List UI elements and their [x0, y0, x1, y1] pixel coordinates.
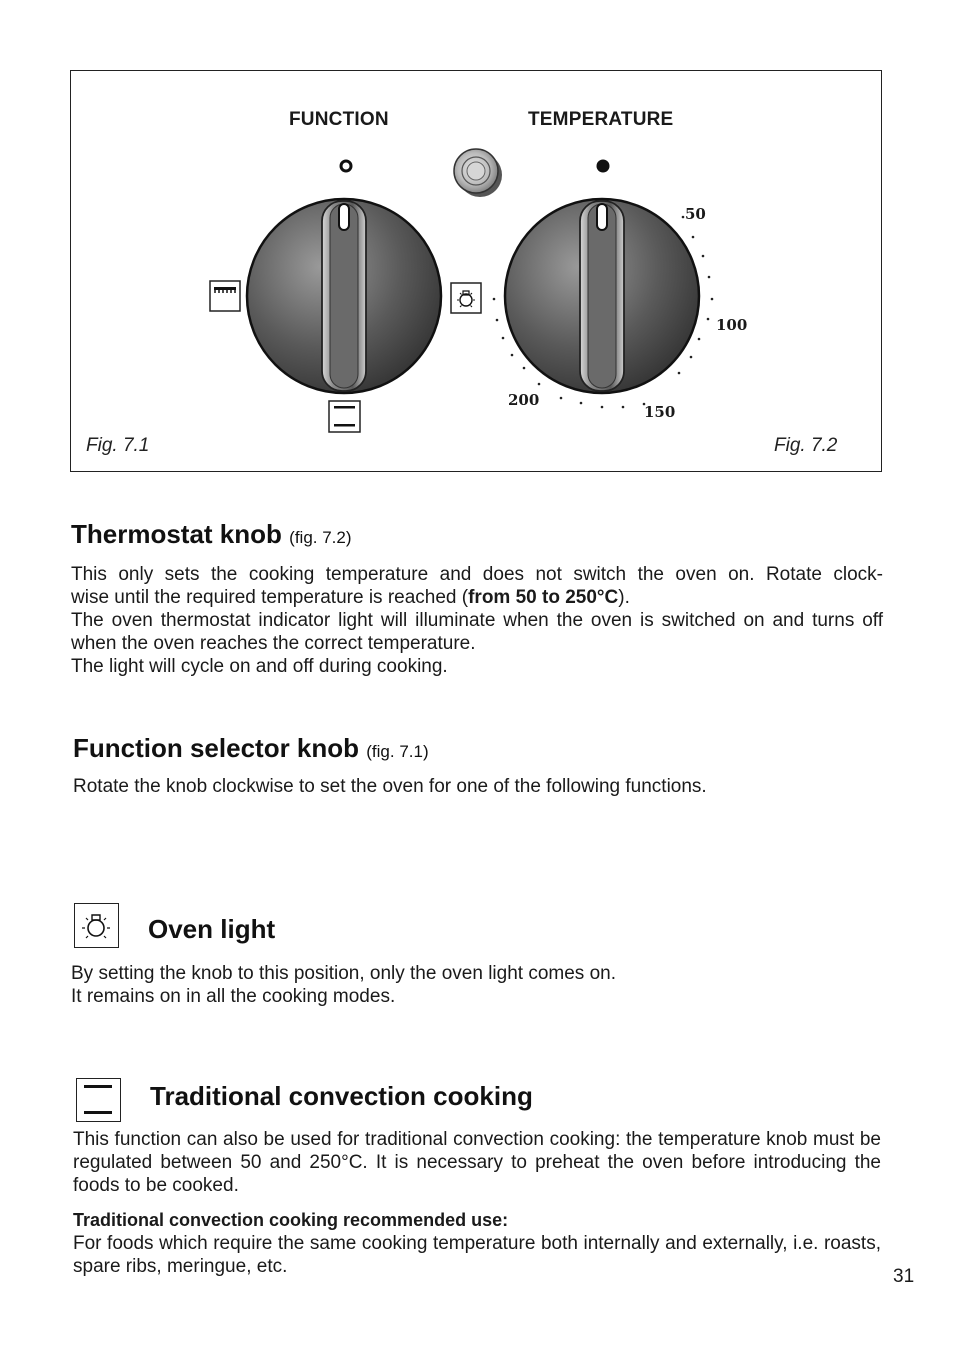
top-bottom-heat-small-icon: [329, 401, 360, 432]
oven-light-text: By setting the knob to this position, only the oven light comes on. It remains on in all the cooking modes.: [71, 963, 616, 1007]
function-indicator-mark: [341, 161, 351, 171]
function-selector-fig-ref: (fig. 7.1): [366, 742, 429, 761]
dial-number-100: 100: [716, 316, 748, 334]
thermostat-text: [71, 563, 883, 678]
traditional-text: This function can also be used for traditional convection cooking: the temperature knob must be regulated between 50 and 250°C. It is necessary to preheat the oven before introducing the foods to be cooked.: [73, 1129, 881, 1196]
thermostat-fig-ref: (fig. 7.2): [289, 528, 352, 547]
dial-number-200: 200: [508, 391, 540, 409]
control-panel-illustration: [71, 71, 883, 473]
page-number: 31: [893, 1266, 915, 1287]
temperature-indicator-mark: [597, 160, 610, 173]
thermostat-line-4: The light will cycle on and off during cooking.: [71, 656, 448, 677]
figure-caption-7-2: Fig. 7.2: [774, 435, 838, 456]
thermostat-title: Thermostat knob: [71, 519, 282, 549]
traditional-title: Traditional convection cooking: [150, 1081, 533, 1111]
dial-number-150: 150: [644, 403, 676, 421]
grill-icon: [210, 281, 240, 311]
function-selector-text: Rotate the knob clockwise to set the oven for one of the following functions.: [73, 776, 707, 797]
thermostat-line-2: wise until the required temperature is reached (from 50 to 250°C).: [71, 587, 630, 608]
thermostat-line-1: This only sets the cooking temperature and does not switch the oven on. Rotate clock-: [71, 564, 883, 585]
thermostat-heading: [71, 519, 352, 550]
oven-light-icon: [74, 903, 119, 948]
temperature-label: TEMPERATURE: [528, 109, 674, 130]
function-knob: [247, 199, 441, 393]
indicator-lamp: [454, 149, 502, 197]
oven-light-title: Oven light: [148, 914, 276, 944]
function-label: FUNCTION: [289, 109, 389, 130]
function-selector-title: Function selector knob: [73, 733, 360, 763]
function-selector-heading: [73, 733, 429, 764]
temperature-range: from 50 to 250°C: [468, 587, 619, 608]
traditional-use-text: For foods which require the same cooking temperature both internally and externally, i.e. roasts, spare ribs, meringue, etc.: [73, 1233, 881, 1277]
traditional-use-title: Traditional convection cooking recommended use:: [73, 1210, 509, 1230]
dial-number-50: 50: [685, 205, 706, 223]
oven-light-small-icon: [451, 283, 481, 313]
thermostat-line-3: The oven thermostat indicator light will illuminate when the oven is switched on and turns off when the oven reaches the correct temperature.: [71, 610, 883, 654]
figure-caption-7-1: Fig. 7.1: [86, 435, 150, 456]
traditional-use: [73, 1209, 881, 1278]
temperature-knob: [505, 199, 699, 393]
top-bottom-heat-icon: [76, 1078, 121, 1122]
control-panel-figure: [70, 70, 882, 472]
